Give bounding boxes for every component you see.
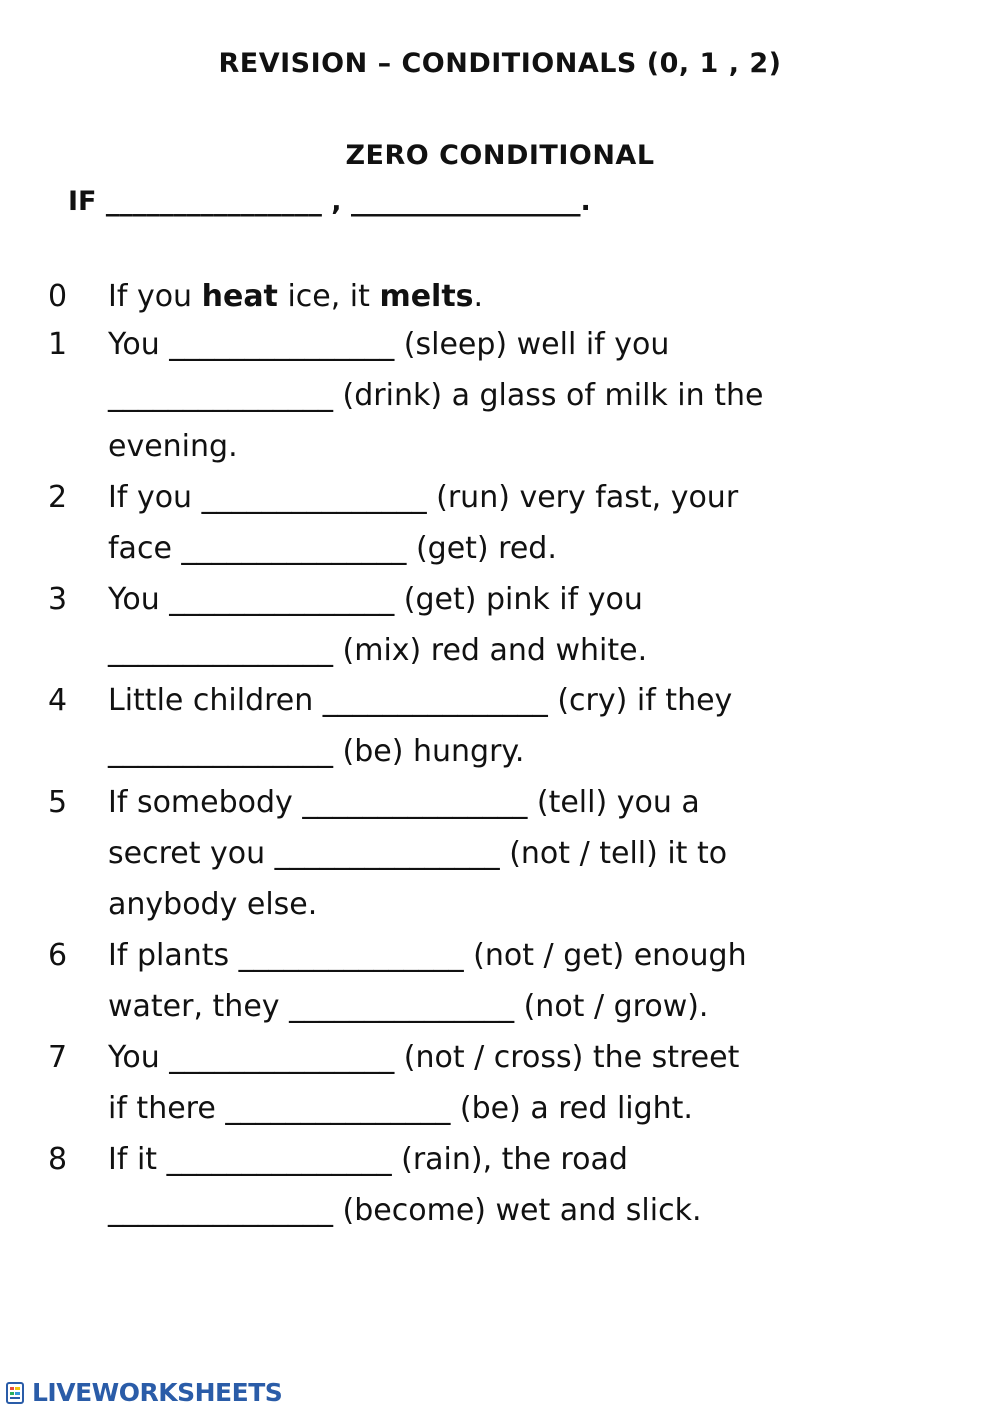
exercise-line[interactable]: If it _______________ (rain), the road — [108, 1142, 628, 1177]
exercise-line[interactable]: If you _______________ (run) very fast, your — [108, 480, 739, 515]
item-number: 2 — [48, 480, 68, 515]
item-number: 8 — [48, 1142, 68, 1177]
exercise-line[interactable]: Little children _______________ (cry) if they — [108, 683, 733, 718]
example-sentence: If you heat ice, it melts. — [108, 279, 484, 314]
exercise-item-6[interactable] — [48, 930, 958, 1032]
footer-branding — [4, 1378, 282, 1407]
exercise-item-8[interactable] — [48, 1134, 958, 1236]
exercise-item-2[interactable] — [48, 472, 958, 574]
item-number: 7 — [48, 1040, 68, 1075]
exercise-line: anybody else. — [108, 887, 318, 922]
conditional-formula: IF ________________ , _________________. — [68, 186, 591, 217]
item-number: 1 — [48, 327, 68, 362]
exercise-line[interactable]: secret you _______________ (not / tell) it to — [108, 836, 728, 871]
exercise-line[interactable]: if there _______________ (be) a red light. — [108, 1091, 693, 1126]
worksheet-title: REVISION – CONDITIONALS (0, 1 , 2) — [218, 48, 782, 79]
example-item — [48, 271, 958, 322]
exercise-item-3[interactable] — [48, 574, 958, 676]
exercise-line[interactable]: _______________ (drink) a glass of milk in the — [108, 378, 764, 413]
liveworksheets-logo-icon — [4, 1381, 28, 1405]
exercise-line[interactable]: You _______________ (sleep) well if you — [108, 327, 670, 362]
example-verb-melts: melts — [379, 279, 474, 314]
exercise-line[interactable]: _______________ (be) hungry. — [108, 734, 525, 769]
exercise-item-5[interactable] — [48, 777, 958, 930]
exercise-line[interactable]: water, they _______________ (not / grow). — [108, 989, 709, 1024]
exercise-item-4[interactable] — [48, 675, 958, 777]
section-heading: ZERO CONDITIONAL — [345, 140, 655, 171]
item-number: 0 — [48, 279, 68, 314]
exercise-item-1[interactable] — [48, 319, 958, 472]
exercise-line[interactable]: face _______________ (get) red. — [108, 531, 557, 566]
exercise-line[interactable]: If plants _______________ (not / get) enough — [108, 938, 747, 973]
brand-name: LIVEWORKSHEETS — [32, 1378, 283, 1407]
exercise-line: evening. — [108, 429, 238, 464]
exercise-line[interactable]: If somebody _______________ (tell) you a — [108, 785, 700, 820]
exercise-item-7[interactable] — [48, 1032, 958, 1134]
exercise-line[interactable]: _______________ (become) wet and slick. — [108, 1193, 702, 1228]
exercise-line[interactable]: You _______________ (get) pink if you — [108, 582, 643, 617]
exercise-line[interactable]: _______________ (mix) red and white. — [108, 633, 648, 668]
item-number: 4 — [48, 683, 68, 718]
exercise-line[interactable]: You _______________ (not / cross) the street — [108, 1040, 740, 1075]
example-verb-heat: heat — [201, 279, 278, 314]
item-number: 5 — [48, 785, 68, 820]
item-number: 3 — [48, 582, 68, 617]
item-number: 6 — [48, 938, 68, 973]
